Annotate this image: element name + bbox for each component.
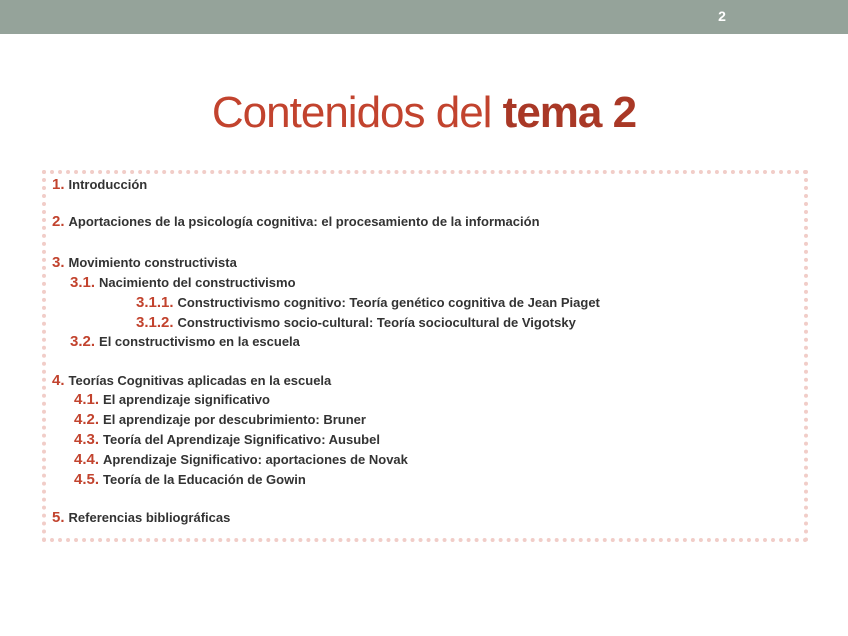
toc-item-4-3 — [74, 431, 380, 448]
toc-num: 4.5. — [74, 471, 100, 488]
toc-num: 3.1.1. — [136, 294, 174, 311]
toc-num: 4.3. — [74, 431, 100, 448]
toc-item-4-4 — [74, 451, 408, 468]
toc-num: 4. — [52, 372, 65, 389]
toc-num: 4.4. — [74, 451, 100, 468]
toc-text: Teoría de la Educación de Gowin — [103, 472, 306, 487]
toc-text: Constructivismo cognitivo: Teoría genético cognitiva de Jean Piaget — [177, 295, 600, 310]
toc-item-3-2 — [70, 333, 300, 350]
toc-num: 1. — [52, 176, 65, 193]
toc-item-4-1 — [74, 391, 270, 408]
toc-item-4-2 — [74, 411, 366, 428]
toc-num: 2. — [52, 213, 65, 230]
toc-text: Aprendizaje Significativo: aportaciones de Novak — [103, 452, 408, 467]
title-main: Contenidos del — [211, 88, 503, 137]
toc-item-2 — [52, 213, 540, 230]
toc-item-3-1 — [70, 274, 296, 291]
toc-num: 3.1.2. — [136, 314, 174, 331]
toc-num: 4.2. — [74, 411, 100, 428]
toc-text: Referencias bibliográficas — [68, 510, 231, 525]
title-bold: tema 2 — [502, 88, 637, 137]
top-bar — [0, 0, 848, 34]
toc-text: Constructivismo socio-cultural: Teoría sociocultural de Vigotsky — [177, 315, 576, 330]
slide-number: 2 — [718, 8, 726, 24]
toc-item-4 — [52, 372, 331, 389]
toc-text: Teoría del Aprendizaje Significativo: Ausubel — [103, 432, 380, 447]
toc-num: 3. — [52, 254, 65, 271]
toc-text: Nacimiento del constructivismo — [99, 275, 296, 290]
toc-item-3-1-2 — [136, 314, 576, 331]
slide-title — [0, 88, 848, 138]
toc-item-4-5 — [74, 471, 306, 488]
toc-text: El aprendizaje significativo — [103, 392, 270, 407]
toc-text: El constructivismo en la escuela — [99, 334, 300, 349]
toc-text: Teorías Cognitivas aplicadas en la escuela — [68, 373, 332, 388]
toc-num: 3.1. — [70, 274, 96, 291]
toc-item-3-1-1 — [136, 294, 600, 311]
toc-text: Movimiento constructivista — [68, 255, 237, 270]
toc-item-5 — [52, 509, 230, 526]
toc-text: Introducción — [68, 177, 148, 192]
toc-item-3 — [52, 254, 237, 271]
toc-num: 3.2. — [70, 333, 96, 350]
toc-num: 4.1. — [74, 391, 100, 408]
toc-item-1 — [52, 176, 147, 193]
toc-num: 5. — [52, 509, 65, 526]
toc-text: El aprendizaje por descubrimiento: Bruner — [103, 412, 366, 427]
toc-text: Aportaciones de la psicología cognitiva: el procesamiento de la información — [68, 214, 540, 229]
